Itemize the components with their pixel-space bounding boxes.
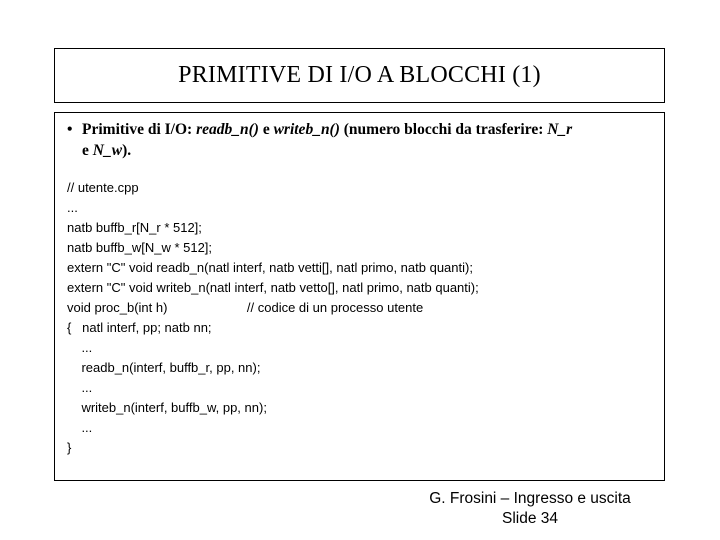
- code-line: ...: [67, 380, 93, 395]
- bullet-marker: •: [67, 121, 73, 138]
- code-line: writeb_n(interf, buffb_w, pp, nn);: [67, 400, 267, 415]
- bullet-prefix: Primitive di I/O:: [82, 121, 197, 138]
- code-line: extern "C" void readb_n(natl interf, natb vetti[], natl primo, natb quanti);: [67, 260, 473, 275]
- footer-author: G. Frosini – Ingresso e uscita: [429, 490, 631, 507]
- code-line: ...: [67, 340, 93, 355]
- bullet-explanation: (numero blocchi da trasferire:: [339, 121, 548, 138]
- bullet-point: [67, 119, 657, 161]
- slide-title: PRIMITIVE DI I/O A BLOCCHI (1): [178, 62, 541, 88]
- code-listing: [67, 178, 479, 458]
- footer-slide-number: Slide 34: [501, 510, 558, 527]
- title-box: [54, 48, 665, 103]
- function-readb: readb_n(): [196, 121, 259, 138]
- code-line: readb_n(interf, buffb_r, pp, nn);: [67, 360, 261, 375]
- code-line: }: [67, 440, 72, 455]
- code-line: natb buffb_w[N_w * 512];: [67, 240, 213, 255]
- bullet-connector-2: e: [82, 142, 93, 159]
- function-writeb: writeb_n(): [273, 121, 340, 138]
- content-box: [54, 112, 665, 481]
- code-line: // utente.cpp: [67, 180, 139, 195]
- code-line: void proc_b(int h) // codice di un processo utente: [67, 300, 424, 315]
- code-line: ...: [67, 420, 93, 435]
- var-nw: N_w: [92, 142, 123, 159]
- slide-footer: [400, 489, 660, 529]
- bullet-connector: e: [258, 121, 274, 138]
- code-line: { natl interf, pp; natb nn;: [67, 320, 212, 335]
- code-line: extern "C" void writeb_n(natl interf, natb vetto[], natl primo, natb quanti);: [67, 280, 479, 295]
- var-nr: N_r: [547, 121, 573, 138]
- bullet-text: [82, 119, 657, 161]
- code-line: natb buffb_r[N_r * 512];: [67, 220, 202, 235]
- bullet-end: ).: [122, 142, 132, 159]
- code-line: ...: [67, 200, 78, 215]
